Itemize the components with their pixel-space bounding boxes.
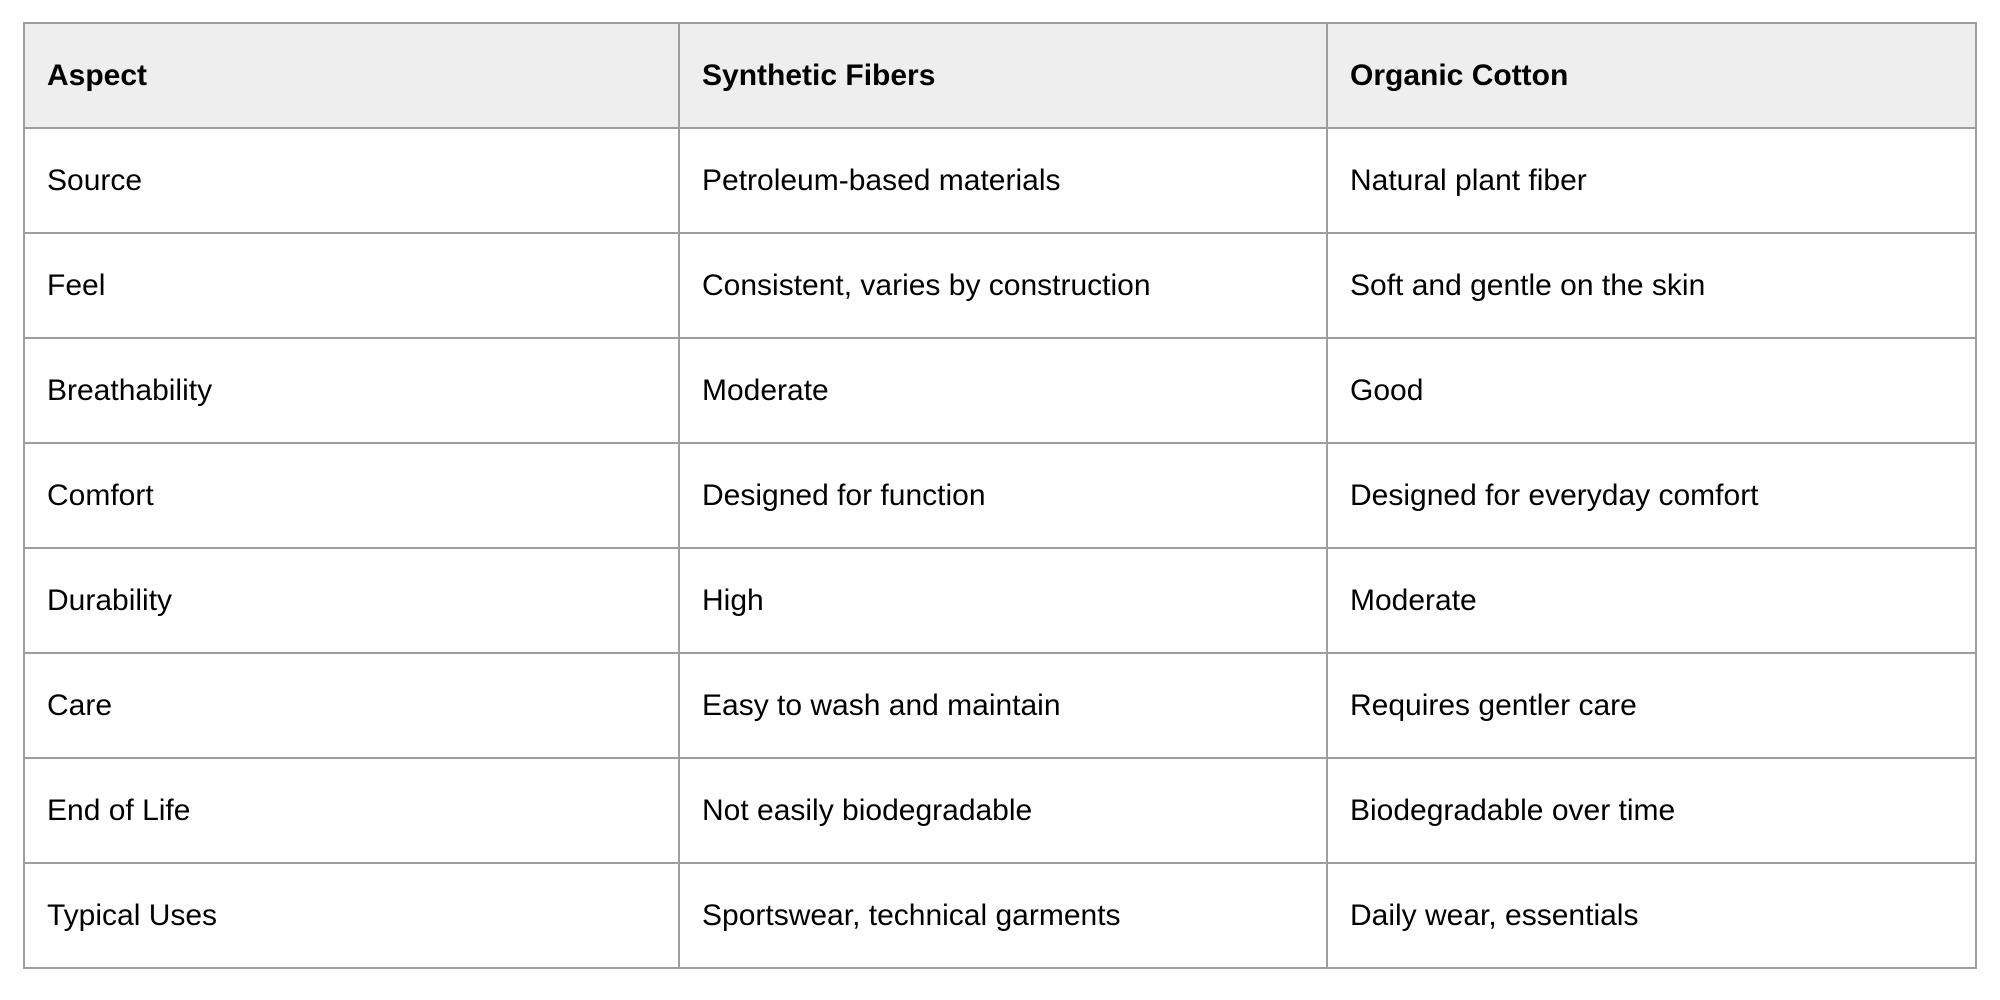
table-row — [24, 758, 1976, 863]
aspect-cell: End of Life — [24, 758, 679, 863]
comparison-table — [23, 22, 1977, 969]
synthetic-cell: Designed for function — [679, 443, 1327, 548]
synthetic-cell: Petroleum-based materials — [679, 128, 1327, 233]
synthetic-cell: Not easily biodegradable — [679, 758, 1327, 863]
table-header — [24, 23, 1976, 128]
synthetic-cell: Moderate — [679, 338, 1327, 443]
synthetic-cell: Sportswear, technical garments — [679, 863, 1327, 968]
organic-cell: Daily wear, essentials — [1327, 863, 1976, 968]
aspect-cell: Feel — [24, 233, 679, 338]
table-row — [24, 233, 1976, 338]
organic-cell: Requires gentler care — [1327, 653, 1976, 758]
synthetic-cell: High — [679, 548, 1327, 653]
column-header-synthetic: Synthetic Fibers — [679, 23, 1327, 128]
table-row — [24, 653, 1976, 758]
organic-cell: Biodegradable over time — [1327, 758, 1976, 863]
header-row — [24, 23, 1976, 128]
aspect-cell: Typical Uses — [24, 863, 679, 968]
aspect-cell: Durability — [24, 548, 679, 653]
column-header-aspect: Aspect — [24, 23, 679, 128]
synthetic-cell: Consistent, varies by construction — [679, 233, 1327, 338]
organic-cell: Natural plant fiber — [1327, 128, 1976, 233]
aspect-cell: Care — [24, 653, 679, 758]
table-row — [24, 548, 1976, 653]
table-row — [24, 863, 1976, 968]
organic-cell: Moderate — [1327, 548, 1976, 653]
organic-cell: Good — [1327, 338, 1976, 443]
organic-cell: Soft and gentle on the skin — [1327, 233, 1976, 338]
table-body — [24, 128, 1976, 968]
table-row — [24, 338, 1976, 443]
table-row — [24, 443, 1976, 548]
organic-cell: Designed for everyday comfort — [1327, 443, 1976, 548]
aspect-cell: Comfort — [24, 443, 679, 548]
column-header-organic: Organic Cotton — [1327, 23, 1976, 128]
table-row — [24, 128, 1976, 233]
aspect-cell: Source — [24, 128, 679, 233]
synthetic-cell: Easy to wash and maintain — [679, 653, 1327, 758]
aspect-cell: Breathability — [24, 338, 679, 443]
